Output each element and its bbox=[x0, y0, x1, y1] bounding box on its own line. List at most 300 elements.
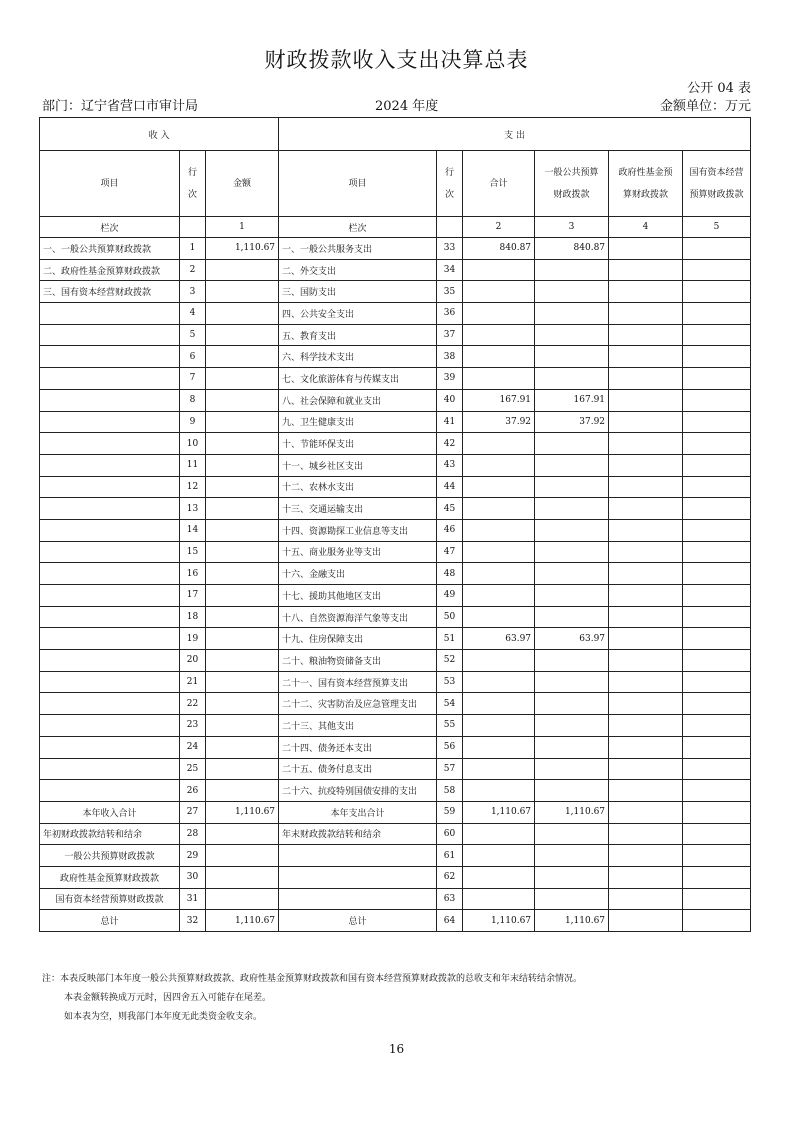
col-blank bbox=[180, 217, 206, 238]
income-item-cell bbox=[40, 758, 180, 780]
expense-item-cell: 五、教育支出 bbox=[279, 324, 437, 346]
income-item-cell bbox=[40, 368, 180, 390]
income-line-cell: 3 bbox=[180, 281, 206, 303]
income-item-cell bbox=[40, 628, 180, 650]
general-amount-cell bbox=[535, 519, 609, 541]
income-line-cell: 16 bbox=[180, 563, 206, 585]
expense-item-cell: 二十三、其他支出 bbox=[279, 715, 437, 737]
income-amount-cell bbox=[206, 715, 279, 737]
total-amount-cell bbox=[463, 519, 535, 541]
expense-item-cell: 十三、交通运输支出 bbox=[279, 498, 437, 520]
table-row bbox=[40, 585, 751, 607]
expense-item-cell: 总计 bbox=[279, 910, 437, 932]
expense-item-cell: 十、节能环保支出 bbox=[279, 433, 437, 455]
expense-line-cell: 48 bbox=[437, 563, 463, 585]
income-item-header: 项目 bbox=[40, 151, 180, 217]
fund-amount-cell bbox=[609, 693, 683, 715]
expense-line-cell: 61 bbox=[437, 845, 463, 867]
income-item-cell bbox=[40, 671, 180, 693]
fund-amount-cell bbox=[609, 433, 683, 455]
income-amount-cell bbox=[206, 866, 279, 888]
expense-item-cell: 八、社会保障和就业支出 bbox=[279, 389, 437, 411]
total-amount-cell bbox=[463, 650, 535, 672]
income-item-cell bbox=[40, 715, 180, 737]
soe-amount-cell bbox=[683, 866, 751, 888]
general-amount-cell: 1,110.67 bbox=[535, 801, 609, 823]
expense-item-cell: 六、科学技术支出 bbox=[279, 346, 437, 368]
general-amount-cell bbox=[535, 454, 609, 476]
table-row bbox=[40, 346, 751, 368]
total-amount-cell bbox=[463, 346, 535, 368]
header-row-index bbox=[40, 217, 751, 238]
income-line-cell: 6 bbox=[180, 346, 206, 368]
income-line-cell: 18 bbox=[180, 606, 206, 628]
income-line-cell: 22 bbox=[180, 693, 206, 715]
general-amount-cell bbox=[535, 324, 609, 346]
income-amount-cell bbox=[206, 628, 279, 650]
line-top: 行 bbox=[187, 167, 197, 178]
general-amount-cell bbox=[535, 758, 609, 780]
general-amount-cell bbox=[535, 498, 609, 520]
table-row bbox=[40, 519, 751, 541]
expense-line-cell: 62 bbox=[437, 866, 463, 888]
total-amount-cell bbox=[463, 303, 535, 325]
fund-amount-cell bbox=[609, 801, 683, 823]
income-amount-cell bbox=[206, 563, 279, 585]
header-row-sections bbox=[40, 118, 751, 151]
soe-amount-cell bbox=[683, 346, 751, 368]
income-amount-cell bbox=[206, 476, 279, 498]
table-row bbox=[40, 736, 751, 758]
expense-line-cell: 51 bbox=[437, 628, 463, 650]
table-row bbox=[40, 823, 751, 845]
soe-amount-cell bbox=[683, 259, 751, 281]
general-amount-cell bbox=[535, 693, 609, 715]
income-amount-cell bbox=[206, 519, 279, 541]
expense-line-cell: 36 bbox=[437, 303, 463, 325]
total-amount-cell bbox=[463, 541, 535, 563]
income-amount-cell: 1,110.67 bbox=[206, 910, 279, 932]
expense-item-cell: 二十一、国有资本经营预算支出 bbox=[279, 671, 437, 693]
income-item-cell: 一般公共预算财政拨款 bbox=[40, 845, 180, 867]
expense-line-cell: 50 bbox=[437, 606, 463, 628]
expense-item-cell: 四、公共安全支出 bbox=[279, 303, 437, 325]
header-row-columns bbox=[40, 151, 751, 217]
expense-item-cell bbox=[279, 866, 437, 888]
table-code: 公开 04 表 bbox=[687, 81, 751, 96]
income-amount-cell bbox=[206, 259, 279, 281]
general-header bbox=[535, 151, 609, 217]
soe-amount-cell bbox=[683, 736, 751, 758]
general-amount-cell: 37.92 bbox=[535, 411, 609, 433]
soe-amount-cell bbox=[683, 324, 751, 346]
table-row bbox=[40, 324, 751, 346]
fund-amount-cell bbox=[609, 823, 683, 845]
income-item-cell bbox=[40, 324, 180, 346]
general-amount-cell bbox=[535, 715, 609, 737]
expense-line-cell: 58 bbox=[437, 780, 463, 802]
income-amount-cell bbox=[206, 389, 279, 411]
expense-item-cell: 二十五、债务付息支出 bbox=[279, 758, 437, 780]
general-amount-cell bbox=[535, 845, 609, 867]
col-index-3: 3 bbox=[535, 217, 609, 238]
income-line-cell: 24 bbox=[180, 736, 206, 758]
soe-amount-cell bbox=[683, 238, 751, 260]
income-amount-cell bbox=[206, 368, 279, 390]
expense-line-cell: 63 bbox=[437, 888, 463, 910]
general-amount-cell bbox=[535, 606, 609, 628]
expense-line-header bbox=[437, 151, 463, 217]
fund-amount-cell bbox=[609, 541, 683, 563]
income-line-cell: 23 bbox=[180, 715, 206, 737]
table-row bbox=[40, 628, 751, 650]
table-row bbox=[40, 541, 751, 563]
fund-amount-cell bbox=[609, 780, 683, 802]
income-item-cell bbox=[40, 454, 180, 476]
income-item-cell bbox=[40, 498, 180, 520]
soe-header bbox=[683, 151, 751, 217]
note-3: 如本表为空，则我部门本年度无此类资金收支余。 bbox=[64, 1012, 263, 1022]
soe-amount-cell bbox=[683, 303, 751, 325]
income-line-cell: 7 bbox=[180, 368, 206, 390]
expense-line-cell: 35 bbox=[437, 281, 463, 303]
income-item-cell: 本年收入合计 bbox=[40, 801, 180, 823]
table-row bbox=[40, 238, 751, 260]
expense-line-cell: 53 bbox=[437, 671, 463, 693]
table-body bbox=[40, 238, 751, 932]
income-line-cell: 13 bbox=[180, 498, 206, 520]
expense-line-cell: 47 bbox=[437, 541, 463, 563]
income-item-cell bbox=[40, 736, 180, 758]
soe-amount-cell bbox=[683, 498, 751, 520]
general-amount-cell bbox=[535, 541, 609, 563]
fund-header-top: 政府性基金预 bbox=[618, 167, 673, 178]
total-amount-cell: 63.97 bbox=[463, 628, 535, 650]
soe-amount-cell bbox=[683, 433, 751, 455]
soe-amount-cell bbox=[683, 519, 751, 541]
income-amount-cell bbox=[206, 845, 279, 867]
general-amount-cell: 63.97 bbox=[535, 628, 609, 650]
expense-line-cell: 45 bbox=[437, 498, 463, 520]
expense-item-cell: 十七、援助其他地区支出 bbox=[279, 585, 437, 607]
income-amount-cell bbox=[206, 541, 279, 563]
expense-item-cell: 年末财政拨款结转和结余 bbox=[279, 823, 437, 845]
income-item-cell: 政府性基金预算财政拨款 bbox=[40, 866, 180, 888]
total-amount-cell bbox=[463, 454, 535, 476]
income-amount-cell bbox=[206, 498, 279, 520]
fund-amount-cell bbox=[609, 585, 683, 607]
income-line-cell: 2 bbox=[180, 259, 206, 281]
soe-header-top: 国有资本经营 bbox=[689, 167, 744, 178]
fund-header-bottom: 算财政拨款 bbox=[623, 189, 669, 200]
general-header-top: 一般公共预算 bbox=[544, 167, 599, 178]
expense-item-cell: 二十二、灾害防治及应急管理支出 bbox=[279, 693, 437, 715]
expense-header: 支 出 bbox=[279, 118, 751, 151]
table-row bbox=[40, 845, 751, 867]
expense-item-cell: 十二、农林水支出 bbox=[279, 476, 437, 498]
table-row bbox=[40, 281, 751, 303]
income-line-cell: 4 bbox=[180, 303, 206, 325]
general-amount-cell bbox=[535, 303, 609, 325]
expense-item-cell: 十八、自然资源海洋气象等支出 bbox=[279, 606, 437, 628]
fund-amount-cell bbox=[609, 281, 683, 303]
soe-amount-cell bbox=[683, 454, 751, 476]
income-line-cell: 26 bbox=[180, 780, 206, 802]
expense-line-cell: 46 bbox=[437, 519, 463, 541]
expense-line-cell: 57 bbox=[437, 758, 463, 780]
fund-amount-cell bbox=[609, 389, 683, 411]
income-item-cell: 三、国有资本经营财政拨款 bbox=[40, 281, 180, 303]
total-amount-cell bbox=[463, 476, 535, 498]
soe-amount-cell bbox=[683, 606, 751, 628]
col-blank bbox=[437, 217, 463, 238]
income-amount-cell bbox=[206, 454, 279, 476]
unit-label: 金额单位：万元 bbox=[659, 99, 751, 114]
general-amount-cell bbox=[535, 368, 609, 390]
total-header: 合计 bbox=[463, 151, 535, 217]
income-line-cell: 1 bbox=[180, 238, 206, 260]
table-row bbox=[40, 650, 751, 672]
income-item-cell: 一、一般公共预算财政拨款 bbox=[40, 238, 180, 260]
soe-amount-cell bbox=[683, 563, 751, 585]
soe-amount-cell bbox=[683, 650, 751, 672]
general-amount-cell: 1,110.67 bbox=[535, 910, 609, 932]
table-row bbox=[40, 411, 751, 433]
income-line-cell: 5 bbox=[180, 324, 206, 346]
table-row bbox=[40, 303, 751, 325]
table-row bbox=[40, 563, 751, 585]
income-item-cell bbox=[40, 346, 180, 368]
general-amount-cell bbox=[535, 866, 609, 888]
income-line-cell: 10 bbox=[180, 433, 206, 455]
soe-amount-cell bbox=[683, 411, 751, 433]
income-item-cell bbox=[40, 606, 180, 628]
fund-amount-cell bbox=[609, 758, 683, 780]
soe-amount-cell bbox=[683, 758, 751, 780]
fund-amount-cell bbox=[609, 303, 683, 325]
general-header-bottom: 财政拨款 bbox=[553, 189, 590, 200]
table-row bbox=[40, 368, 751, 390]
fund-amount-cell bbox=[609, 411, 683, 433]
income-line-cell: 30 bbox=[180, 866, 206, 888]
expense-item-cell: 十六、金融支出 bbox=[279, 563, 437, 585]
income-amount-cell bbox=[206, 736, 279, 758]
fund-header bbox=[609, 151, 683, 217]
table-row bbox=[40, 866, 751, 888]
general-amount-cell bbox=[535, 281, 609, 303]
fund-amount-cell bbox=[609, 845, 683, 867]
total-amount-cell: 167.91 bbox=[463, 389, 535, 411]
total-amount-cell bbox=[463, 324, 535, 346]
income-line-cell: 12 bbox=[180, 476, 206, 498]
fund-amount-cell bbox=[609, 628, 683, 650]
table-row bbox=[40, 715, 751, 737]
income-line-cell: 20 bbox=[180, 650, 206, 672]
col-index-5: 5 bbox=[683, 217, 751, 238]
total-amount-cell bbox=[463, 281, 535, 303]
expense-line-cell: 42 bbox=[437, 433, 463, 455]
expense-line-cell: 49 bbox=[437, 585, 463, 607]
table-row bbox=[40, 671, 751, 693]
total-amount-cell bbox=[463, 888, 535, 910]
fund-amount-cell bbox=[609, 324, 683, 346]
total-amount-cell bbox=[463, 715, 535, 737]
table-row bbox=[40, 606, 751, 628]
general-amount-cell bbox=[535, 736, 609, 758]
expense-item-cell: 二十六、抗疫特别国债安排的支出 bbox=[279, 780, 437, 802]
expense-item-cell: 本年支出合计 bbox=[279, 801, 437, 823]
expense-line-cell: 52 bbox=[437, 650, 463, 672]
expense-line-cell: 64 bbox=[437, 910, 463, 932]
income-amount-header: 金额 bbox=[206, 151, 279, 217]
notes bbox=[42, 970, 582, 1027]
income-amount-cell bbox=[206, 324, 279, 346]
income-item-cell bbox=[40, 303, 180, 325]
general-amount-cell bbox=[535, 476, 609, 498]
income-item-cell bbox=[40, 780, 180, 802]
fund-amount-cell bbox=[609, 606, 683, 628]
expense-item-cell: 十五、商业服务业等支出 bbox=[279, 541, 437, 563]
fund-amount-cell bbox=[609, 368, 683, 390]
income-item-cell bbox=[40, 585, 180, 607]
income-item-cell bbox=[40, 541, 180, 563]
fund-amount-cell bbox=[609, 715, 683, 737]
line-top: 行 bbox=[445, 167, 455, 178]
expense-line-cell: 37 bbox=[437, 324, 463, 346]
income-line-cell: 28 bbox=[180, 823, 206, 845]
expense-line-cell: 44 bbox=[437, 476, 463, 498]
income-item-cell: 二、政府性基金预算财政拨款 bbox=[40, 259, 180, 281]
general-amount-cell bbox=[535, 671, 609, 693]
budget-table bbox=[39, 117, 751, 932]
income-amount-cell bbox=[206, 650, 279, 672]
income-item-cell bbox=[40, 476, 180, 498]
total-amount-cell bbox=[463, 433, 535, 455]
total-amount-cell bbox=[463, 563, 535, 585]
table-row bbox=[40, 801, 751, 823]
income-amount-cell bbox=[206, 606, 279, 628]
income-line-cell: 14 bbox=[180, 519, 206, 541]
expense-line-cell: 41 bbox=[437, 411, 463, 433]
total-amount-cell bbox=[463, 259, 535, 281]
total-amount-cell bbox=[463, 780, 535, 802]
expense-item-cell: 三、国防支出 bbox=[279, 281, 437, 303]
income-amount-cell bbox=[206, 585, 279, 607]
col-label-income: 栏次 bbox=[40, 217, 180, 238]
page-number: 16 bbox=[388, 1042, 405, 1056]
total-amount-cell bbox=[463, 736, 535, 758]
total-amount-cell: 840.87 bbox=[463, 238, 535, 260]
col-index-2: 2 bbox=[463, 217, 535, 238]
income-amount-cell bbox=[206, 888, 279, 910]
expense-item-cell: 十九、住房保障支出 bbox=[279, 628, 437, 650]
income-amount-cell bbox=[206, 671, 279, 693]
page-title: 财政拨款收入支出决算总表 bbox=[264, 48, 529, 72]
income-item-cell: 年初财政拨款结转和结余 bbox=[40, 823, 180, 845]
note-2: 本表金额转换成万元时，因四舍五入可能存在尾差。 bbox=[64, 993, 272, 1003]
fund-amount-cell bbox=[609, 238, 683, 260]
income-header: 收 入 bbox=[40, 118, 279, 151]
total-amount-cell bbox=[463, 498, 535, 520]
expense-item-header: 项目 bbox=[279, 151, 437, 217]
table-row bbox=[40, 498, 751, 520]
soe-amount-cell bbox=[683, 845, 751, 867]
income-line-cell: 29 bbox=[180, 845, 206, 867]
fund-amount-cell bbox=[609, 454, 683, 476]
income-amount-cell bbox=[206, 411, 279, 433]
expense-line-cell: 56 bbox=[437, 736, 463, 758]
income-amount-cell bbox=[206, 823, 279, 845]
total-amount-cell bbox=[463, 845, 535, 867]
income-item-cell bbox=[40, 411, 180, 433]
expense-item-cell: 二十、粮油物资储备支出 bbox=[279, 650, 437, 672]
income-item-cell bbox=[40, 389, 180, 411]
soe-amount-cell bbox=[683, 888, 751, 910]
expense-item-cell: 九、卫生健康支出 bbox=[279, 411, 437, 433]
expense-line-cell: 39 bbox=[437, 368, 463, 390]
soe-amount-cell bbox=[683, 693, 751, 715]
expense-line-cell: 59 bbox=[437, 801, 463, 823]
total-amount-cell: 1,110.67 bbox=[463, 801, 535, 823]
fund-amount-cell bbox=[609, 259, 683, 281]
expense-item-cell: 十一、城乡社区支出 bbox=[279, 454, 437, 476]
soe-amount-cell bbox=[683, 389, 751, 411]
income-amount-cell bbox=[206, 693, 279, 715]
expense-item-cell: 二、外交支出 bbox=[279, 259, 437, 281]
general-amount-cell bbox=[535, 433, 609, 455]
fund-amount-cell bbox=[609, 910, 683, 932]
soe-amount-cell bbox=[683, 281, 751, 303]
income-line-cell: 19 bbox=[180, 628, 206, 650]
total-amount-cell bbox=[463, 758, 535, 780]
income-line-cell: 9 bbox=[180, 411, 206, 433]
soe-header-bottom: 预算财政拨款 bbox=[689, 189, 744, 200]
income-line-cell: 8 bbox=[180, 389, 206, 411]
total-amount-cell bbox=[463, 693, 535, 715]
total-amount-cell bbox=[463, 823, 535, 845]
table-row bbox=[40, 476, 751, 498]
table-row bbox=[40, 693, 751, 715]
income-item-cell bbox=[40, 519, 180, 541]
income-item-cell: 总计 bbox=[40, 910, 180, 932]
expense-item-cell: 十四、资源勘探工业信息等支出 bbox=[279, 519, 437, 541]
table-row bbox=[40, 433, 751, 455]
col-index-1: 1 bbox=[206, 217, 279, 238]
income-amount-cell bbox=[206, 303, 279, 325]
income-item-cell bbox=[40, 693, 180, 715]
general-amount-cell bbox=[535, 585, 609, 607]
general-amount-cell bbox=[535, 259, 609, 281]
fund-amount-cell bbox=[609, 563, 683, 585]
expense-line-cell: 34 bbox=[437, 259, 463, 281]
income-line-cell: 15 bbox=[180, 541, 206, 563]
soe-amount-cell bbox=[683, 910, 751, 932]
general-amount-cell bbox=[535, 650, 609, 672]
soe-amount-cell bbox=[683, 801, 751, 823]
fund-amount-cell bbox=[609, 476, 683, 498]
table-row bbox=[40, 758, 751, 780]
income-amount-cell bbox=[206, 281, 279, 303]
total-amount-cell bbox=[463, 585, 535, 607]
general-amount-cell: 167.91 bbox=[535, 389, 609, 411]
general-amount-cell bbox=[535, 888, 609, 910]
soe-amount-cell bbox=[683, 671, 751, 693]
expense-line-cell: 33 bbox=[437, 238, 463, 260]
expense-line-cell: 40 bbox=[437, 389, 463, 411]
general-amount-cell bbox=[535, 780, 609, 802]
income-line-header bbox=[180, 151, 206, 217]
expense-line-cell: 54 bbox=[437, 693, 463, 715]
